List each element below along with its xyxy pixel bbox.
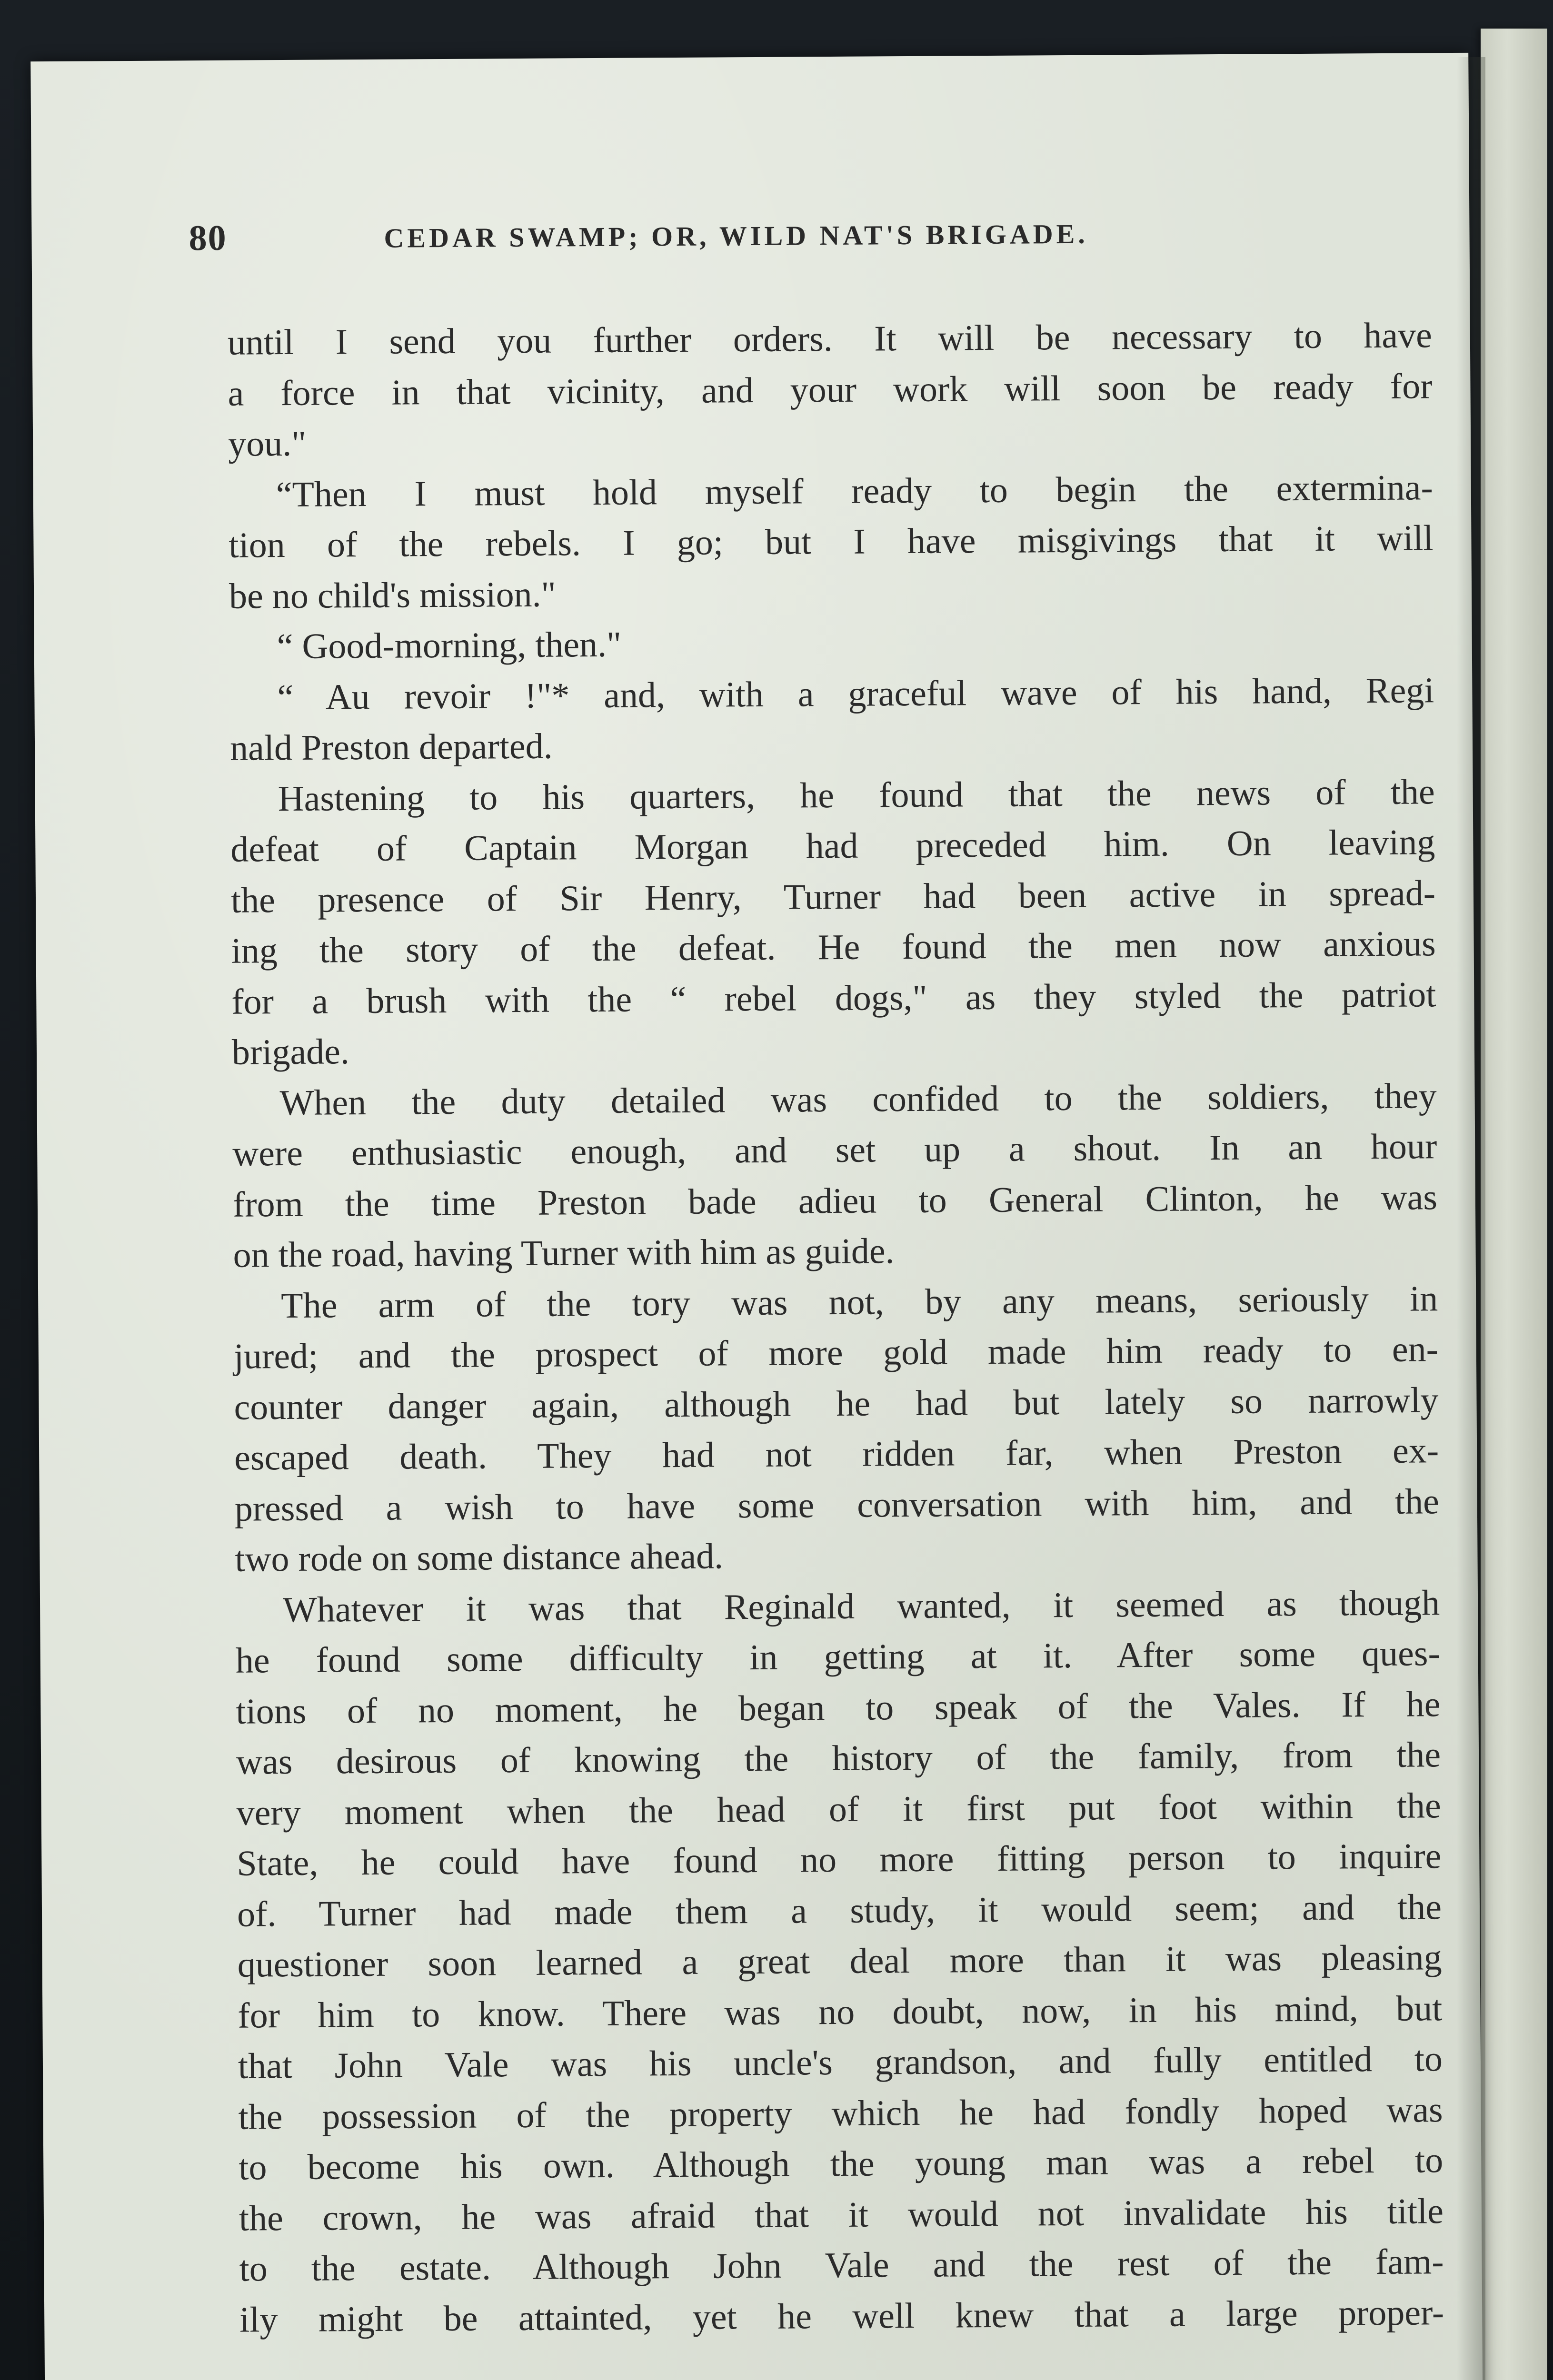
text-line: defeat of Captain Morgan had preceded him. On leaving [230,822,1435,870]
text-line: ing the story of the defeat. He found the men now anxious [231,923,1436,971]
text-line: “ Au revoir !"* and, with a graceful wave of his hand, Regi [277,670,1434,717]
text-line: the possession of the property which he had fondly hoped was [238,2089,1443,2137]
text-line: that John Vale was his uncle's grandson, and fully entitled to [238,2039,1443,2086]
running-title: CEDAR SWAMP; OR, WILD NAT'S BRIGADE. [384,218,1088,254]
text-line: escaped death. They had not ridden far, when Preston ex- [234,1430,1439,1478]
text-line: nald Preston departed. [229,726,553,768]
text-line: jured; and the prospect of more gold made him ready to en- [233,1329,1439,1377]
spine-shadow [1457,57,1485,2380]
text-line: a force in that vicinity, and your work will soon be ready for [228,366,1433,414]
text-line: questioner soon learned a great deal more than it was pleasing [237,1937,1442,1985]
text-line: the presence of Sir Henry, Turner had been active in spread- [230,873,1436,921]
text-line: from the time Preston bade adieu to General Clinton, he was [232,1177,1438,1225]
text-line: to become his own. Although the young man was a rebel to [239,2140,1443,2188]
text-line: State, he could have found no more fitting person to inquire [237,1836,1442,1884]
text-line: of. Turner had made them a study, it would seem; and the [237,1886,1442,1934]
text-line: “ Good-morning, then." [277,624,622,667]
page-number: 80 [189,218,227,258]
text-line: he found some difficulty in getting at it. After some ques- [235,1633,1441,1681]
text-line: brigade. [231,1031,350,1072]
text-line: the crown, he was afraid that it would not invalidate his title [239,2191,1444,2239]
text-line: When the duty detailed was confided to the soldiers, they [279,1075,1437,1123]
text-line: ily might be attainted, yet he well knew that a large proper- [239,2292,1444,2340]
text-line: Whatever it was that Reginald wanted, it seemed as though [282,1582,1440,1630]
adjacent-page-edge [1481,29,1547,2380]
text-line: tion of the rebels. I go; but I have misgivings that it will [229,518,1434,565]
text-line: very moment when the head of it first put foot within the [236,1785,1441,1833]
text-line: The arm of the tory was not, by any means, seriously in [280,1278,1438,1326]
text-line: on the road, having Turner with him as guide. [233,1231,895,1275]
book-page [30,53,1483,2380]
body-text [228,310,1444,2345]
text-line: be no child's mission." [229,574,556,616]
text-line: for a brush with the “ rebel dogs," as they styled the patriot [231,974,1436,1022]
text-line: you." [228,423,307,464]
text-line: tions of no moment, he began to speak of the Vales. If he [236,1684,1441,1732]
text-line: Hastening to his quarters, he found that the news of the [278,771,1435,819]
text-line: for him to know. There was no doubt, now, in his mind, but [238,1988,1443,2036]
text-line: until I send you further orders. It will be necessary to have [227,315,1433,363]
text-line: “Then I must hold myself ready to begin the extermina- [276,467,1434,515]
text-line: were enthusiastic enough, and set up a shout. In an hour [232,1126,1437,1174]
text-line: two rode on some distance ahead. [235,1536,724,1579]
text-line: counter danger again, although he had but lately so narrowly [234,1379,1439,1428]
text-line: to the estate. Although John Vale and the rest of the fam- [239,2241,1444,2289]
text-line: was desirous of knowing the history of the family, from the [236,1735,1441,1782]
text-line: pressed a wish to have some conversation with him, and the [234,1481,1440,1529]
page-header [189,210,1455,270]
